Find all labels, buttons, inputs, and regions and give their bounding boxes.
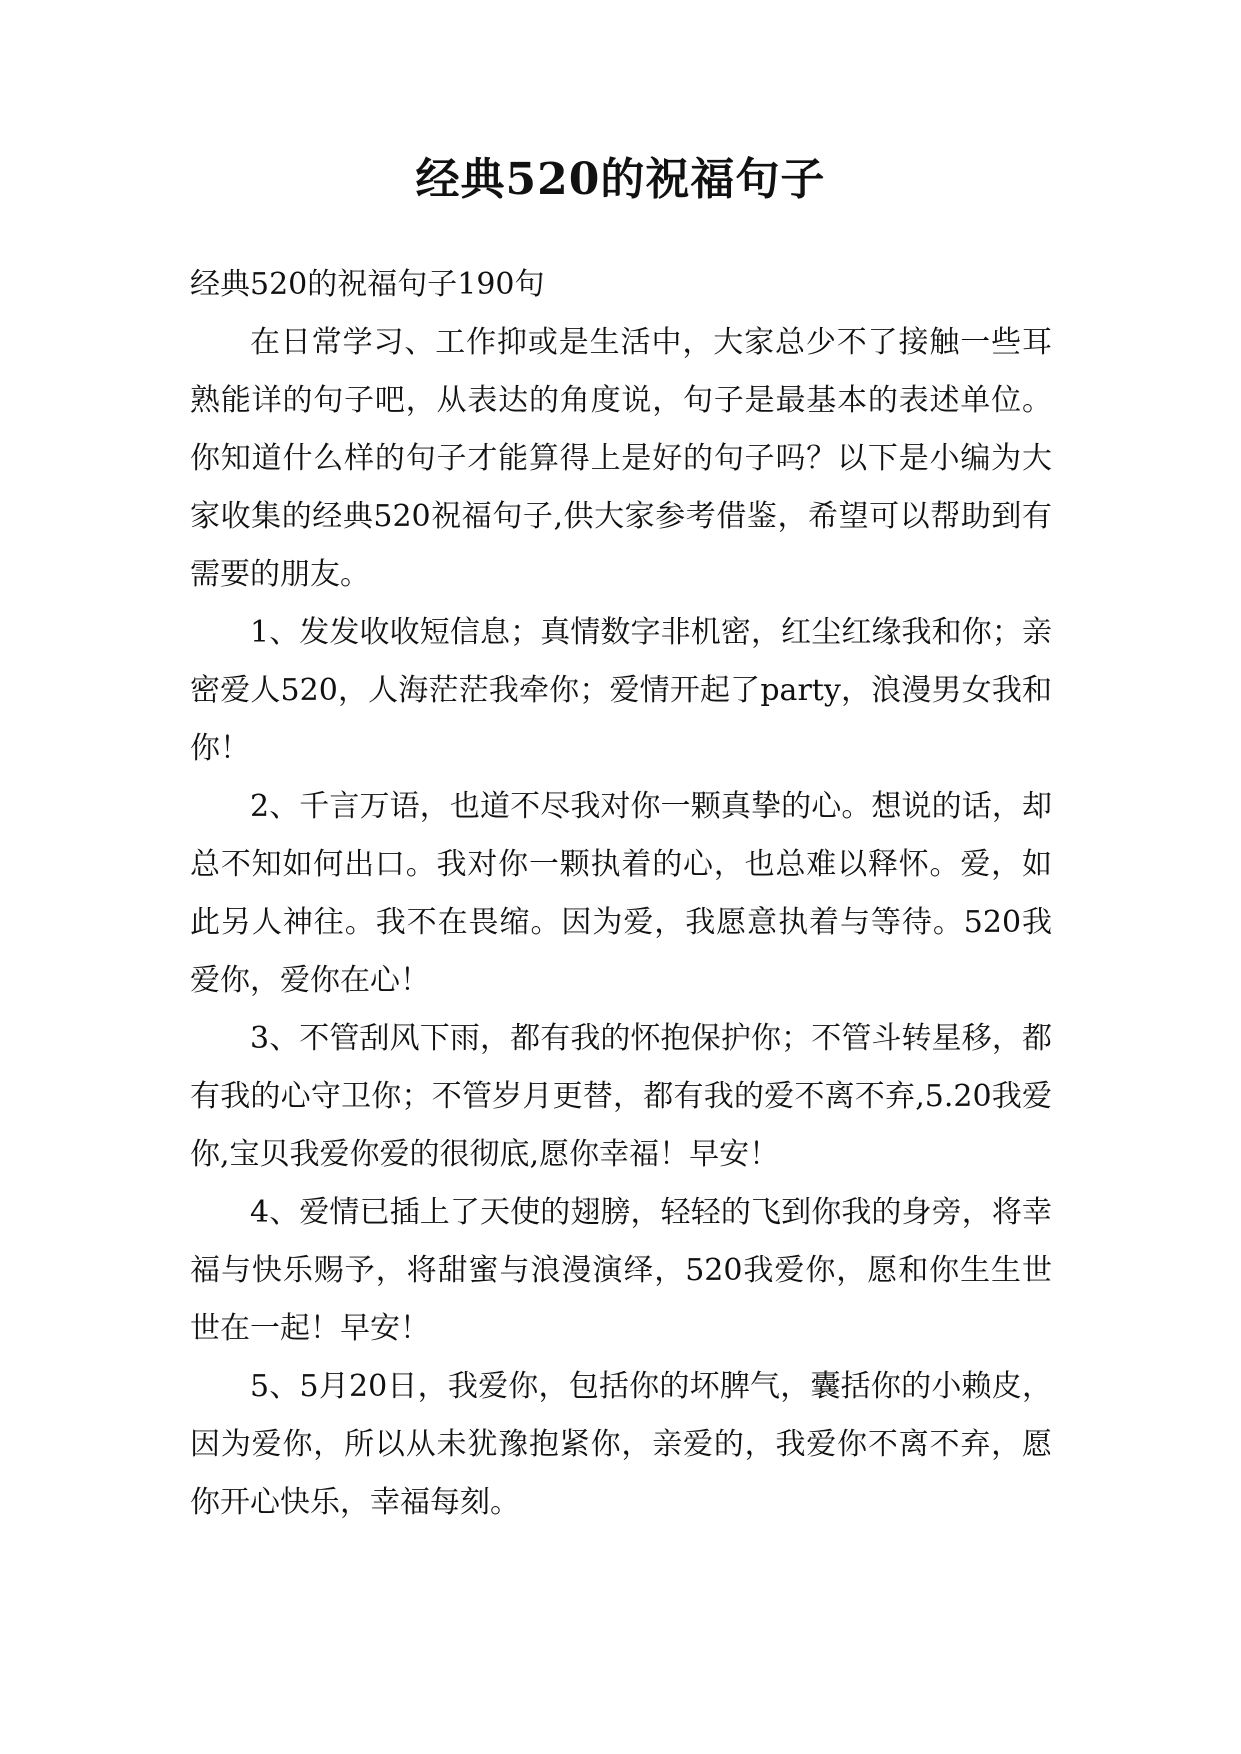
blessing-paragraph-2: 2、千言万语，也道不尽我对你一颗真挚的心。想说的话，却总不知如何出口。我对你一颗执着的心，也总难以释怀。爱，如此另人神往。我不在畏缩。因为爱，我愿意执着与等待。520我爱你，爱你在心！ — [190, 789, 1052, 998]
intro-paragraph: 在日常学习、工作抑或是生活中，大家总少不了接触一些耳熟能详的句子吧，从表达的角度说，句子是最基本的表述单位。你知道什么样的句子才能算得上是好的句子吗？以下是小编为大家收集的经典520祝福句子,供大家参考借鉴，希望可以帮助到有需要的朋友。 — [190, 325, 1052, 592]
document-subtitle: 经典520的祝福句子190句 — [190, 267, 545, 302]
blessing-paragraph-5: 5、5月20日，我爱你，包括你的坏脾气，囊括你的小赖皮，因为爱你，所以从未犹豫抱紧你，亲爱的，我爱你不离不弃，愿你开心快乐，幸福每刻。 — [190, 1369, 1052, 1520]
document-title: 经典520的祝福句子 — [415, 154, 826, 205]
blessing-paragraph-4: 4、爱情已插上了天使的翅膀，轻轻的飞到你我的身旁，将幸福与快乐赐予，将甜蜜与浪漫演绎，520我爱你，愿和你生生世世在一起！早安！ — [190, 1195, 1052, 1346]
blessing-paragraph-3: 3、不管刮风下雨，都有我的怀抱保护你；不管斗转星移，都有我的心守卫你；不管岁月更替，都有我的爱不离不弃,5.20我爱你,宝贝我爱你爱的很彻底,愿你幸福！早安！ — [190, 1021, 1052, 1172]
document-body — [190, 256, 1052, 1532]
blessing-paragraph-1: 1、发发收收短信息；真情数字非机密，红尘红缘我和你；亲密爱人520，人海茫茫我牵你；爱情开起了party，浪漫男女我和你！ — [190, 615, 1052, 766]
